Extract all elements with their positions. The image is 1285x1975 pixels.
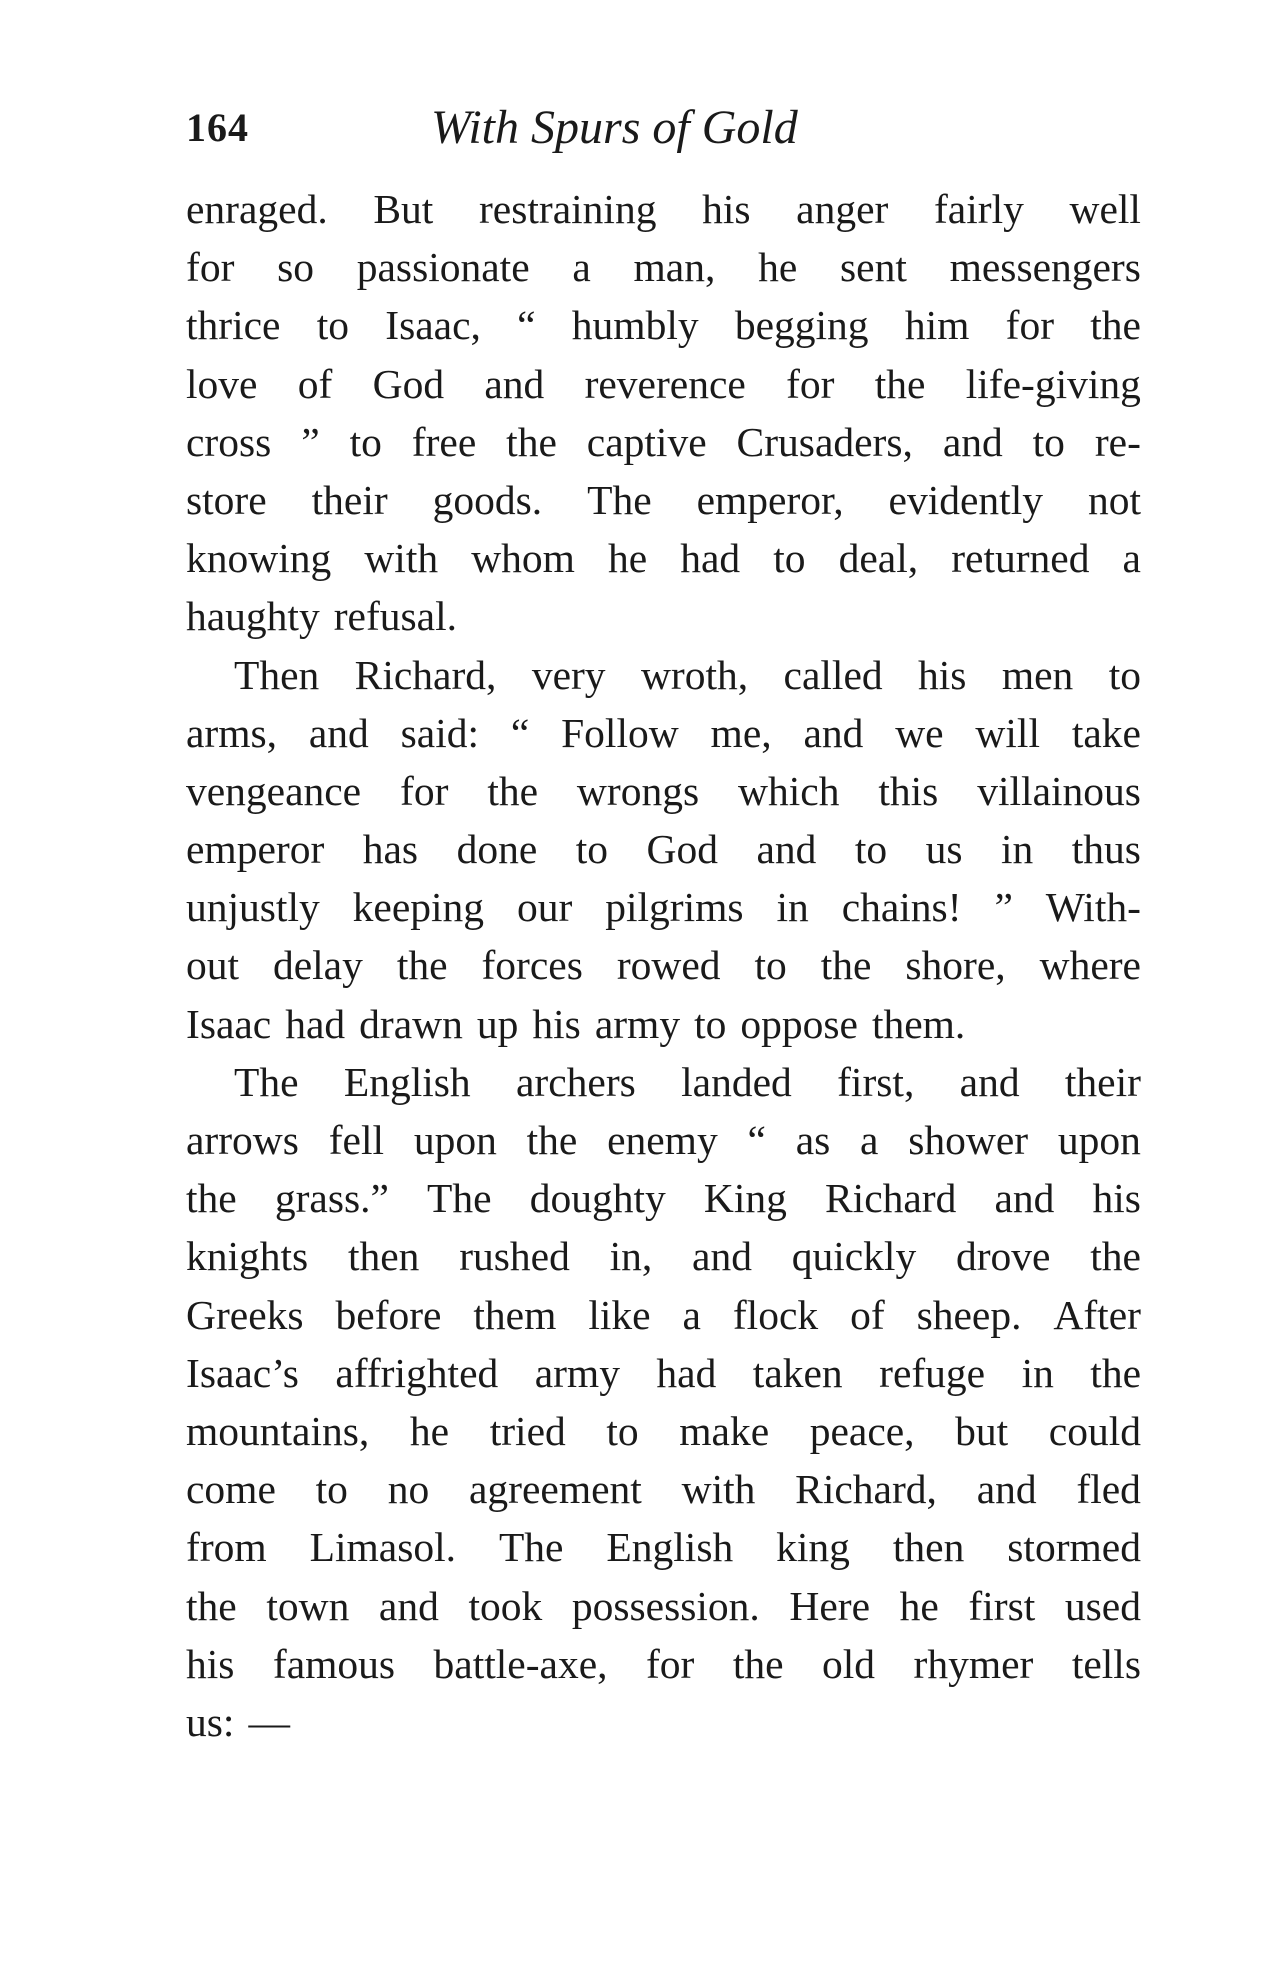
- text-line: mountains, he tried to make peace, but could: [186, 1407, 1141, 1454]
- text-line: from Limasol. The English king then stormed: [186, 1524, 1141, 1571]
- text-line: us: —: [186, 1698, 290, 1745]
- text-line: Isaac’s affrighted army had taken refuge in the: [186, 1349, 1141, 1396]
- paragraph: [186, 646, 1141, 1053]
- book-title: With Spurs of Gold: [431, 101, 798, 154]
- text-line: the town and took possession. Here he first used: [186, 1582, 1141, 1629]
- text-line: cross ” to free the captive Crusaders, and to re-: [186, 418, 1141, 465]
- text-line: vengeance for the wrongs which this villainous: [186, 767, 1141, 814]
- text-line: The English archers landed first, and their: [234, 1058, 1141, 1105]
- text-line: his famous battle-axe, for the old rhymer tells: [186, 1640, 1141, 1687]
- text-line: Greeks before them like a flock of sheep. After: [186, 1291, 1141, 1338]
- text-line: haughty refusal.: [186, 593, 457, 640]
- text-line: love of God and reverence for the life-giving: [186, 360, 1141, 407]
- paragraph: [186, 1053, 1141, 1751]
- text-line: knights then rushed in, and quickly drove the: [186, 1233, 1141, 1280]
- page-number: 164: [186, 105, 249, 150]
- text-line: emperor has done to God and to us in thus: [186, 826, 1141, 873]
- text-line: Isaac had drawn up his army to oppose them.: [186, 1000, 966, 1047]
- text-line: the grass.” The doughty King Richard and his: [186, 1175, 1141, 1222]
- text-line: knowing with whom he had to deal, returned a: [186, 535, 1141, 582]
- body-text: [186, 180, 1141, 1751]
- text-line: come to no agreement with Richard, and fled: [186, 1466, 1141, 1513]
- text-line: arms, and said: “ Follow me, and we will take: [186, 709, 1141, 756]
- running-head: [186, 101, 1141, 164]
- text-line: for so passionate a man, he sent messengers: [186, 244, 1141, 291]
- text-line: unjustly keeping our pilgrims in chains! ” With-: [186, 884, 1141, 931]
- text-line: out delay the forces rowed to the shore, where: [186, 942, 1141, 989]
- text-line: store their goods. The emperor, evidently not: [186, 476, 1141, 523]
- text-line: enraged. But restraining his anger fairly well: [186, 186, 1141, 232]
- text-line: Then Richard, very wroth, called his men to: [234, 651, 1141, 698]
- text-line: thrice to Isaac, “ humbly begging him for the: [186, 302, 1141, 349]
- book-page: [186, 101, 1141, 1751]
- text-line: arrows fell upon the enemy “ as a shower upon: [186, 1117, 1141, 1163]
- paragraph: [186, 180, 1141, 646]
